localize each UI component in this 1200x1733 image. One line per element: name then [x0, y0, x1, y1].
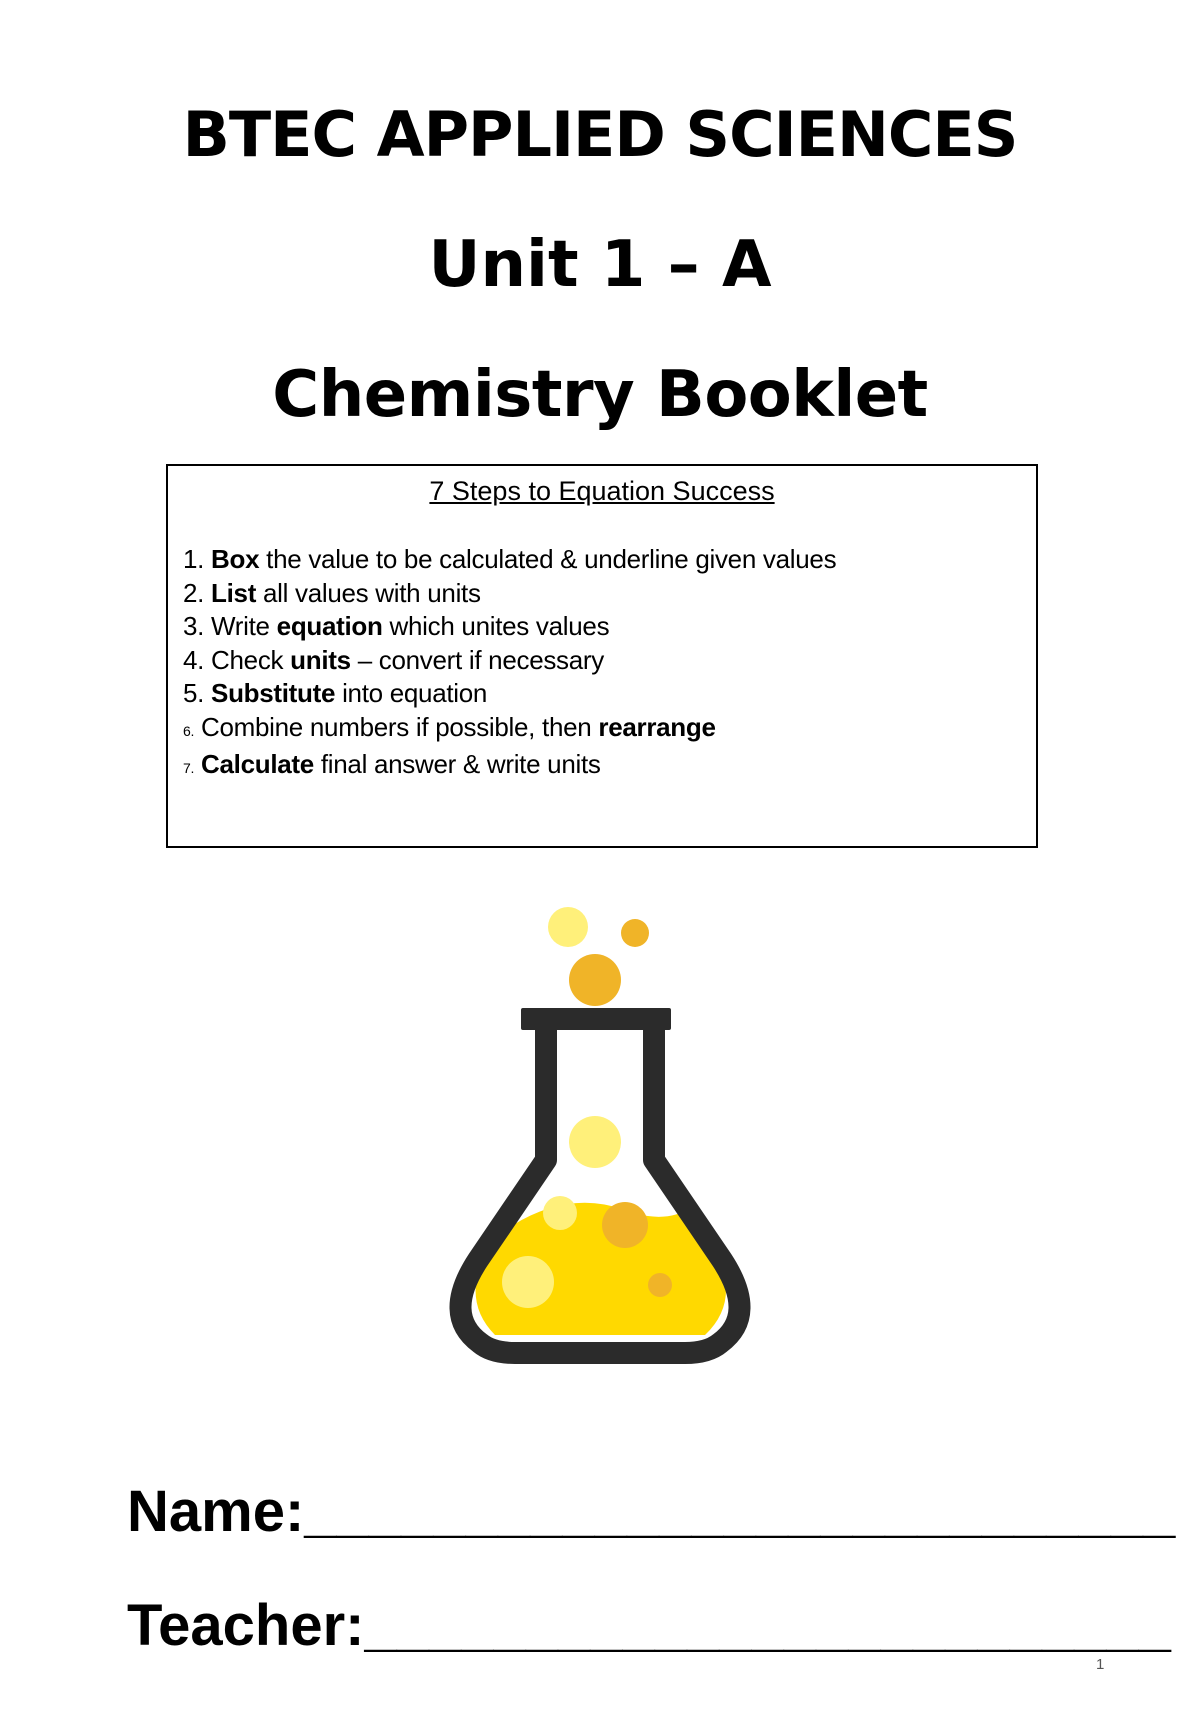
bubble-icon [621, 919, 649, 947]
bubble-icon [543, 1196, 577, 1230]
bubble-icon [648, 1273, 672, 1297]
name-field[interactable]: Name:___________________________ [127, 1479, 1176, 1544]
step-item: 6. Combine numbers if possible, then rearrange [183, 711, 716, 742]
flask-lip [521, 1008, 671, 1030]
step-item: 2. List all values with units [183, 577, 481, 608]
title-line-3: Chemistry Booklet [272, 358, 928, 432]
step-item: 1. Box the value to be calculated & underline given values [183, 544, 837, 574]
bubble-icon [569, 954, 621, 1006]
step-item: 4. Check units – convert if necessary [183, 644, 604, 675]
bubble-icon [548, 907, 588, 947]
step-item: 7. Calculate final answer & write units [183, 749, 601, 779]
flask-illustration [420, 895, 780, 1375]
page-number: 1 [1096, 1656, 1105, 1673]
step-item: 5. Substitute into equation [183, 678, 488, 708]
bubble-icon [602, 1202, 648, 1248]
bubble-icon [502, 1256, 554, 1308]
teacher-field[interactable]: Teacher:_________________________ [127, 1593, 1171, 1658]
steps-heading: 7 Steps to Equation Success [429, 476, 775, 506]
bubble-icon [569, 1116, 621, 1168]
title-line-1: BTEC APPLIED SCIENCES [182, 98, 1018, 171]
steps-box [166, 464, 1038, 848]
steps-list [183, 543, 1036, 786]
title-line-2: Unit 1 – A [428, 228, 772, 302]
step-item: 3. Write equation which unites values [183, 611, 610, 641]
